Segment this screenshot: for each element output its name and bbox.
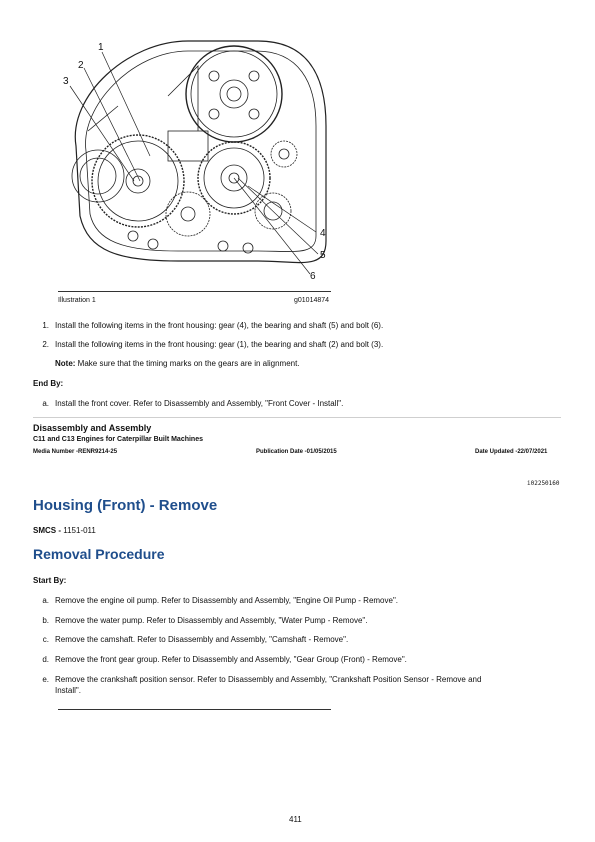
doc-title: Disassembly and Assembly [33,423,152,433]
note-label: Note: [55,359,76,368]
start-by-item: Remove the water pump. Refer to Disassembly and Assembly, "Water Pump - Remove". [55,616,368,625]
page-number: 411 [289,815,302,824]
callout-4: 4 [320,228,326,239]
start-by-item: Remove the crankshaft position sensor. Refer to Disassembly and Assembly, "Crankshaft Position Sensor - Remove and [55,675,482,684]
list-letter: b. [42,616,49,625]
start-by-item: Remove the engine oil pump. Refer to Disassembly and Assembly, "Engine Oil Pump - Remove". [55,596,399,605]
callout-1: 1 [98,42,104,53]
callout-6: 6 [310,271,316,282]
smcs-code [33,525,96,536]
subsection-title: Removal Procedure [33,546,165,562]
date-updated: Date Updated -22/07/2021 [475,449,548,455]
list-letter: c. [42,635,49,644]
list-letter: a. [42,596,49,605]
doc-subtitle: C11 and C13 Engines for Caterpillar Built Machines [33,436,203,443]
section-divider [33,417,561,418]
end-by-heading: End By: [33,379,64,388]
note-text: Make sure that the timing marks on the gears are in alignment. [75,359,300,368]
figure-divider [58,291,331,292]
section-title: Housing (Front) - Remove [33,497,218,514]
doc-id: i02250160 [527,480,560,487]
list-letter: a. [42,399,49,408]
step-text: Install the following items in the front housing: gear (4), the bearing and shaft (5) and bolt (6). [55,321,384,330]
step-number: 2. [42,340,49,349]
smcs-label: SMCS - [33,526,64,535]
figure-caption: Illustration 1 [58,297,96,304]
start-by-heading: Start By: [33,576,67,585]
step-number: 1. [42,321,49,330]
start-by-item: Remove the camshaft. Refer to Disassembly and Assembly, "Camshaft - Remove". [55,635,349,644]
step-text: Install the following items in the front housing: gear (1), the bearing and shaft (2) and bolt (3). [55,340,384,349]
callout-3: 3 [63,76,69,87]
callout-5: 5 [320,250,326,261]
note [55,358,300,369]
start-by-item: Remove the front gear group. Refer to Disassembly and Assembly, "Gear Group (Front) - Remove". [55,655,407,664]
media-number: Media Number -RENR9214-25 [33,449,118,455]
smcs-value: 1151-011 [63,526,96,535]
list-letter: e. [42,675,49,684]
publication-date: Publication Date -01/05/2015 [256,449,337,455]
end-divider [58,709,331,710]
list-letter: d. [42,655,49,664]
engine-gear-illustration [58,36,331,288]
figure-id: g01014874 [294,297,330,304]
callout-2: 2 [78,60,84,71]
start-by-item-continued: Install". [55,686,81,695]
end-by-item: Install the front cover. Refer to Disassembly and Assembly, "Front Cover - Install". [55,399,344,408]
